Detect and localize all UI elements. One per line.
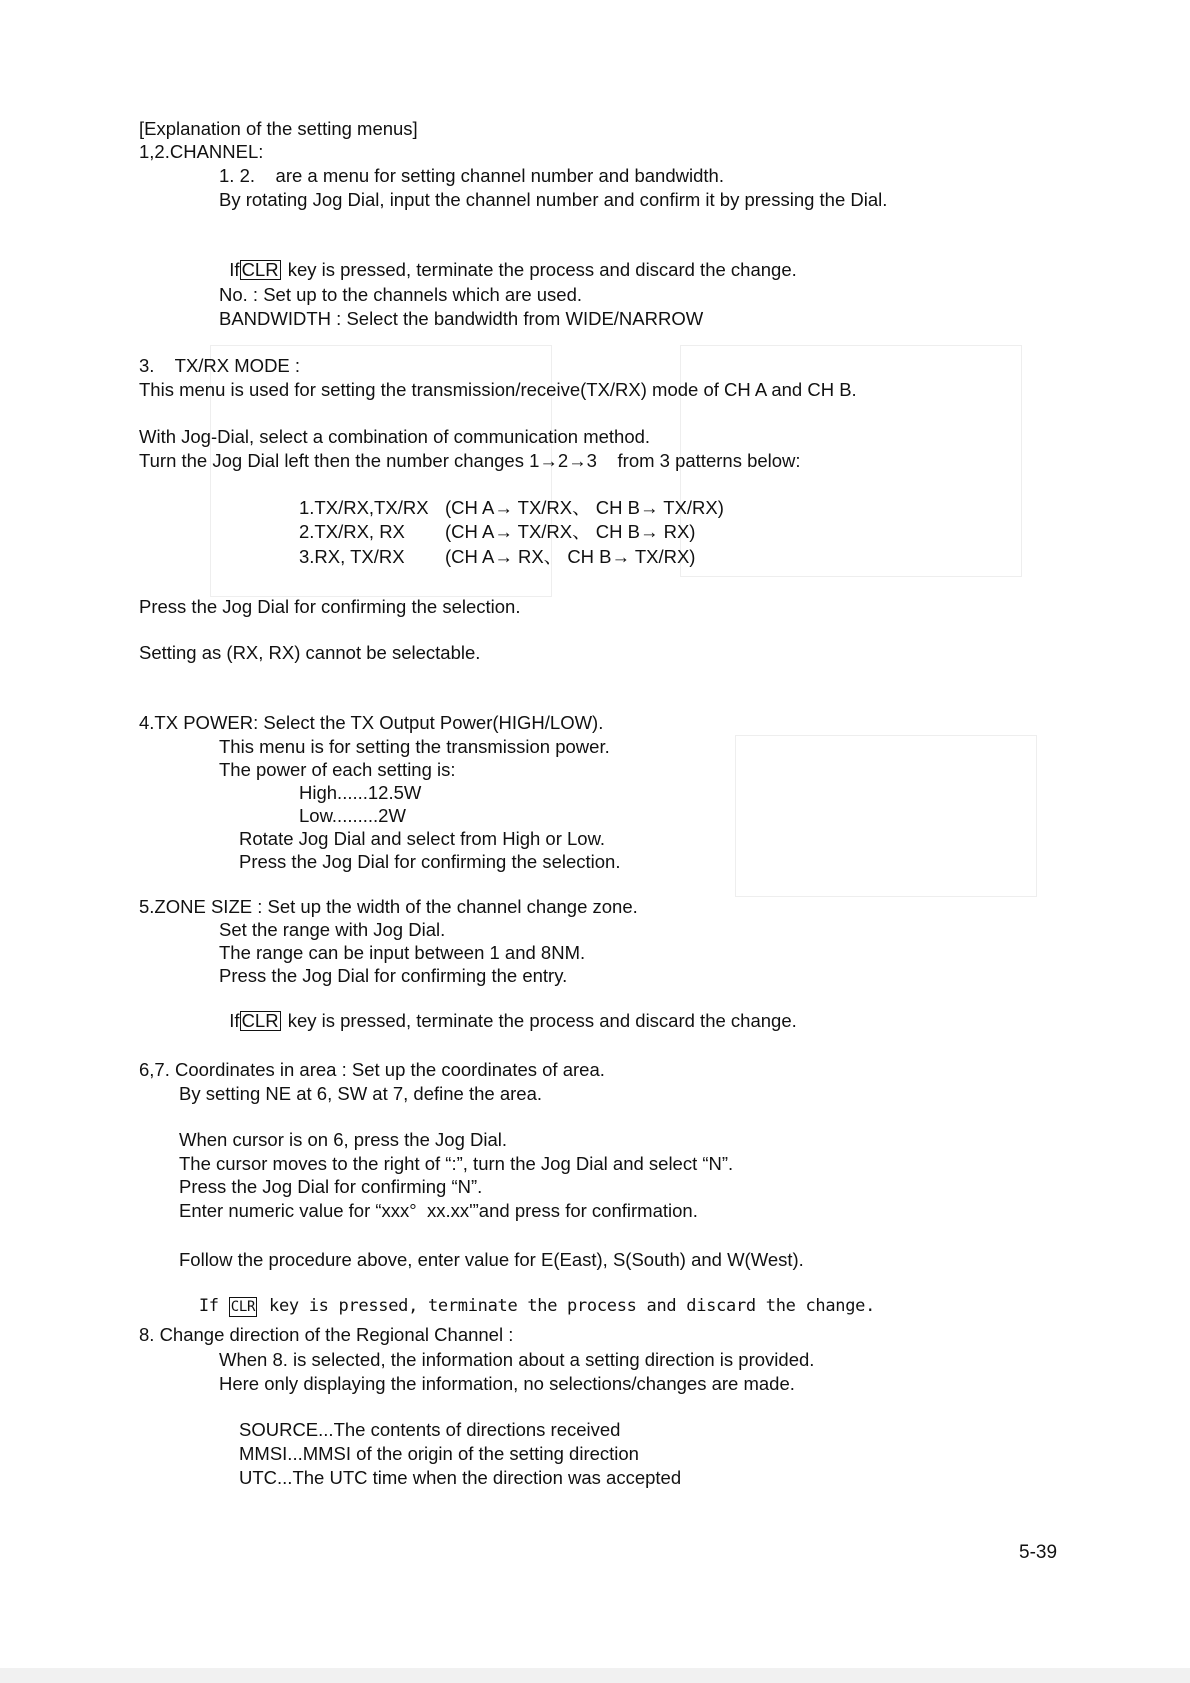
direction-line-2: Here only displaying the information, no selections/changes are made. [219, 1373, 795, 1394]
clr-rest-text: key is pressed, terminate the process and discard the change. [282, 259, 797, 280]
mode-option-3-label: 3.RX, TX/RX [299, 546, 405, 567]
coords-line-6: Follow the procedure above, enter value for E(East), S(South) and W(West). [179, 1249, 804, 1270]
channel-line-1: 1. 2. are a menu for setting channel number and bandwidth. [219, 165, 724, 186]
power-press-line: Press the Jog Dial for confirming the selection. [239, 851, 621, 872]
zone-line-3: Press the Jog Dial for confirming the entry. [219, 965, 568, 986]
direction-title: 8. Change direction of the Regional Channel : [139, 1324, 514, 1345]
channel-bandwidth-line: BANDWIDTH : Select the bandwidth from WIDE/NARROW [219, 308, 704, 329]
power-line-1: This menu is for setting the transmission power. [219, 736, 610, 757]
if-text: If [198, 1296, 229, 1316]
clr-key-icon: CLR [230, 1299, 256, 1315]
mode-option-3-detail: (CH A→ RX、 CH B→ TX/RX) [445, 546, 696, 567]
channel-title: 1,2.CHANNEL: [139, 141, 264, 162]
coords-line-3: The cursor moves to the right of “:”, turn the Jog Dial and select “N”. [179, 1153, 734, 1174]
scan-mark [0, 1668, 1190, 1683]
coords-clr-line [179, 1273, 875, 1317]
clr-rest-text: key is pressed, terminate the process and discard the change. [259, 1296, 876, 1316]
mode-option-2-label: 2.TX/RX, RX [299, 521, 405, 542]
if-text: If [229, 1010, 240, 1031]
direction-source-line: SOURCE...The contents of directions received [239, 1419, 621, 1440]
zone-title: 5.ZONE SIZE : Set up the width of the channel change zone. [139, 896, 638, 917]
mode-press-line: Press the Jog Dial for confirming the selection. [139, 596, 521, 617]
mode-line-1: This menu is used for setting the transmission/receive(TX/RX) mode of CH A and CH B. [139, 379, 857, 400]
channel-clr-line [219, 237, 797, 281]
clr-key-icon: CLR [241, 1010, 279, 1031]
mode-option-1-detail: (CH A→ TX/RX、 CH B→ TX/RX) [445, 497, 724, 518]
direction-mmsi-line: MMSI...MMSI of the origin of the setting direction [239, 1443, 639, 1464]
mode-note-line: Setting as (RX, RX) cannot be selectable. [139, 642, 481, 663]
mode-line-3: Turn the Jog Dial left then the number changes 1→2→3 from 3 patterns below: [139, 450, 801, 471]
mode-option-1-label: 1.TX/RX,TX/RX [299, 497, 429, 518]
coords-line-4: Press the Jog Dial for confirming “N”. [179, 1176, 483, 1197]
clr-rest-text: key is pressed, terminate the process and discard the change. [282, 1010, 797, 1031]
coords-title: 6,7. Coordinates in area : Set up the coordinates of area. [139, 1059, 605, 1080]
mode-line-2: With Jog-Dial, select a combination of communication method. [139, 426, 651, 447]
clr-key-icon: CLR [241, 259, 279, 280]
power-low-value: Low.........2W [299, 805, 406, 826]
page-number: 5-39 [1019, 1542, 1058, 1563]
mode-option-2-detail: (CH A→ TX/RX、 CH B→ RX) [445, 521, 696, 542]
direction-utc-line: UTC...The UTC time when the direction was accepted [239, 1467, 682, 1488]
channel-line-2: By rotating Jog Dial, input the channel number and confirm it by pressing the Dial. [219, 189, 888, 210]
power-rotate-line: Rotate Jog Dial and select from High or Low. [239, 828, 606, 849]
mode-title: 3. TX/RX MODE : [139, 355, 301, 376]
coords-line-5: Enter numeric value for “xxx° xx.xx'”and press for confirmation. [179, 1200, 698, 1221]
section-heading: [Explanation of the setting menus] [139, 118, 418, 139]
power-high-value: High......12.5W [299, 782, 422, 803]
show-through-table [735, 735, 1037, 897]
power-line-2: The power of each setting is: [219, 759, 456, 780]
direction-line-1: When 8. is selected, the information about a setting direction is provided. [219, 1349, 815, 1370]
power-title: 4.TX POWER: Select the TX Output Power(HIGH/LOW). [139, 712, 604, 733]
coords-line-2: When cursor is on 6, press the Jog Dial. [179, 1129, 508, 1150]
zone-line-1: Set the range with Jog Dial. [219, 919, 446, 940]
channel-no-line: No. : Set up to the channels which are used. [219, 284, 583, 305]
zone-clr-line [219, 988, 797, 1032]
if-text: If [229, 259, 240, 280]
coords-line-1: By setting NE at 6, SW at 7, define the area. [179, 1083, 542, 1104]
zone-line-2: The range can be input between 1 and 8NM. [219, 942, 586, 963]
